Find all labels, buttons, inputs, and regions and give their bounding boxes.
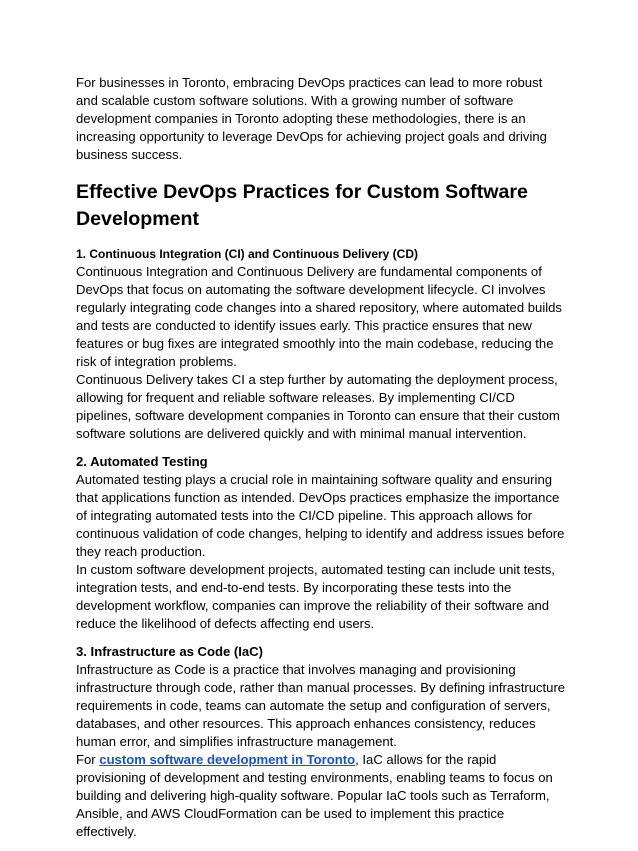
paragraph-automated-testing-2: In custom software development projects, automated testing can include unit tests, integration tests, and end-to-end tests. By incorporating these tests into the development workflow, companies can improve the reliability of their software and reduce the likelihood of defects affecting end users.: [76, 562, 555, 631]
subheading-ci-cd: 1. Continuous Integration (CI) and Continuous Delivery (CD): [76, 247, 418, 261]
paragraph-ci-cd-2: Continuous Delivery takes CI a step further by automating the deployment process, allowing for frequent and reliable software releases. By implementing CI/CD pipelines, software development companies in Toronto can ensure that their custom software solutions are delivered quickly and with minimal manual intervention.: [76, 372, 560, 441]
section-heading: Effective DevOps Practices for Custom Software Development: [76, 181, 528, 230]
custom-software-toronto-link[interactable]: custom software development in Toronto: [99, 752, 356, 767]
paragraph-iac-2-suffix: , IaC allows for the rapid provisioning of development and testing environments, enabling teams to focus on building and delivering high-quality software. Popular IaC tools such as Terraform, Ansible, and AWS CloudFormation can be used to implement this practice effectively.: [76, 752, 553, 839]
section-automated-testing: [76, 453, 566, 633]
paragraph-automated-testing-1: Automated testing plays a crucial role in maintaining software quality and ensuring that applications function as intended. DevOps practices emphasize the importance of integrating automated tests into the CI/CD pipeline. This approach allows for continuous validation of code changes, helping to identify and address issues before they reach production.: [76, 472, 565, 559]
paragraph-iac-2-prefix: For: [76, 752, 100, 767]
document-page: [76, 74, 566, 851]
section-iac: [76, 643, 566, 841]
paragraph-iac-1: Infrastructure as Code is a practice that involves managing and provisioning infrastructure through code, rather than manual processes. By defining infrastructure requirements in code, teams can automate the setup and configuration of servers, databases, and other resources. This approach enhances consistency, reduces human error, and simplifies infrastructure management.: [76, 662, 566, 749]
paragraph-ci-cd-1: Continuous Integration and Continuous Delivery are fundamental components of DevOps that focus on automating the software development lifecycle. CI involves regularly integrating code changes into a shared repository, where automated builds and tests are conducted to identify issues early. This practice ensures that new features or bug fixes are integrated smoothly into the main codebase, reducing the risk of integration problems.: [76, 264, 562, 369]
paragraph-iac-2: [76, 751, 566, 841]
section-ci-cd: [76, 245, 566, 443]
subheading-automated-testing: 2. Automated Testing: [76, 454, 208, 469]
intro-paragraph: For businesses in Toronto, embracing DevOps practices can lead to more robust and scalable custom software solutions. With a growing number of software development companies in Toronto adopting these methodologies, there is an increasing opportunity to leverage DevOps for achieving project goals and driving business success.: [76, 75, 547, 162]
subheading-iac: 3. Infrastructure as Code (IaC): [76, 644, 263, 659]
